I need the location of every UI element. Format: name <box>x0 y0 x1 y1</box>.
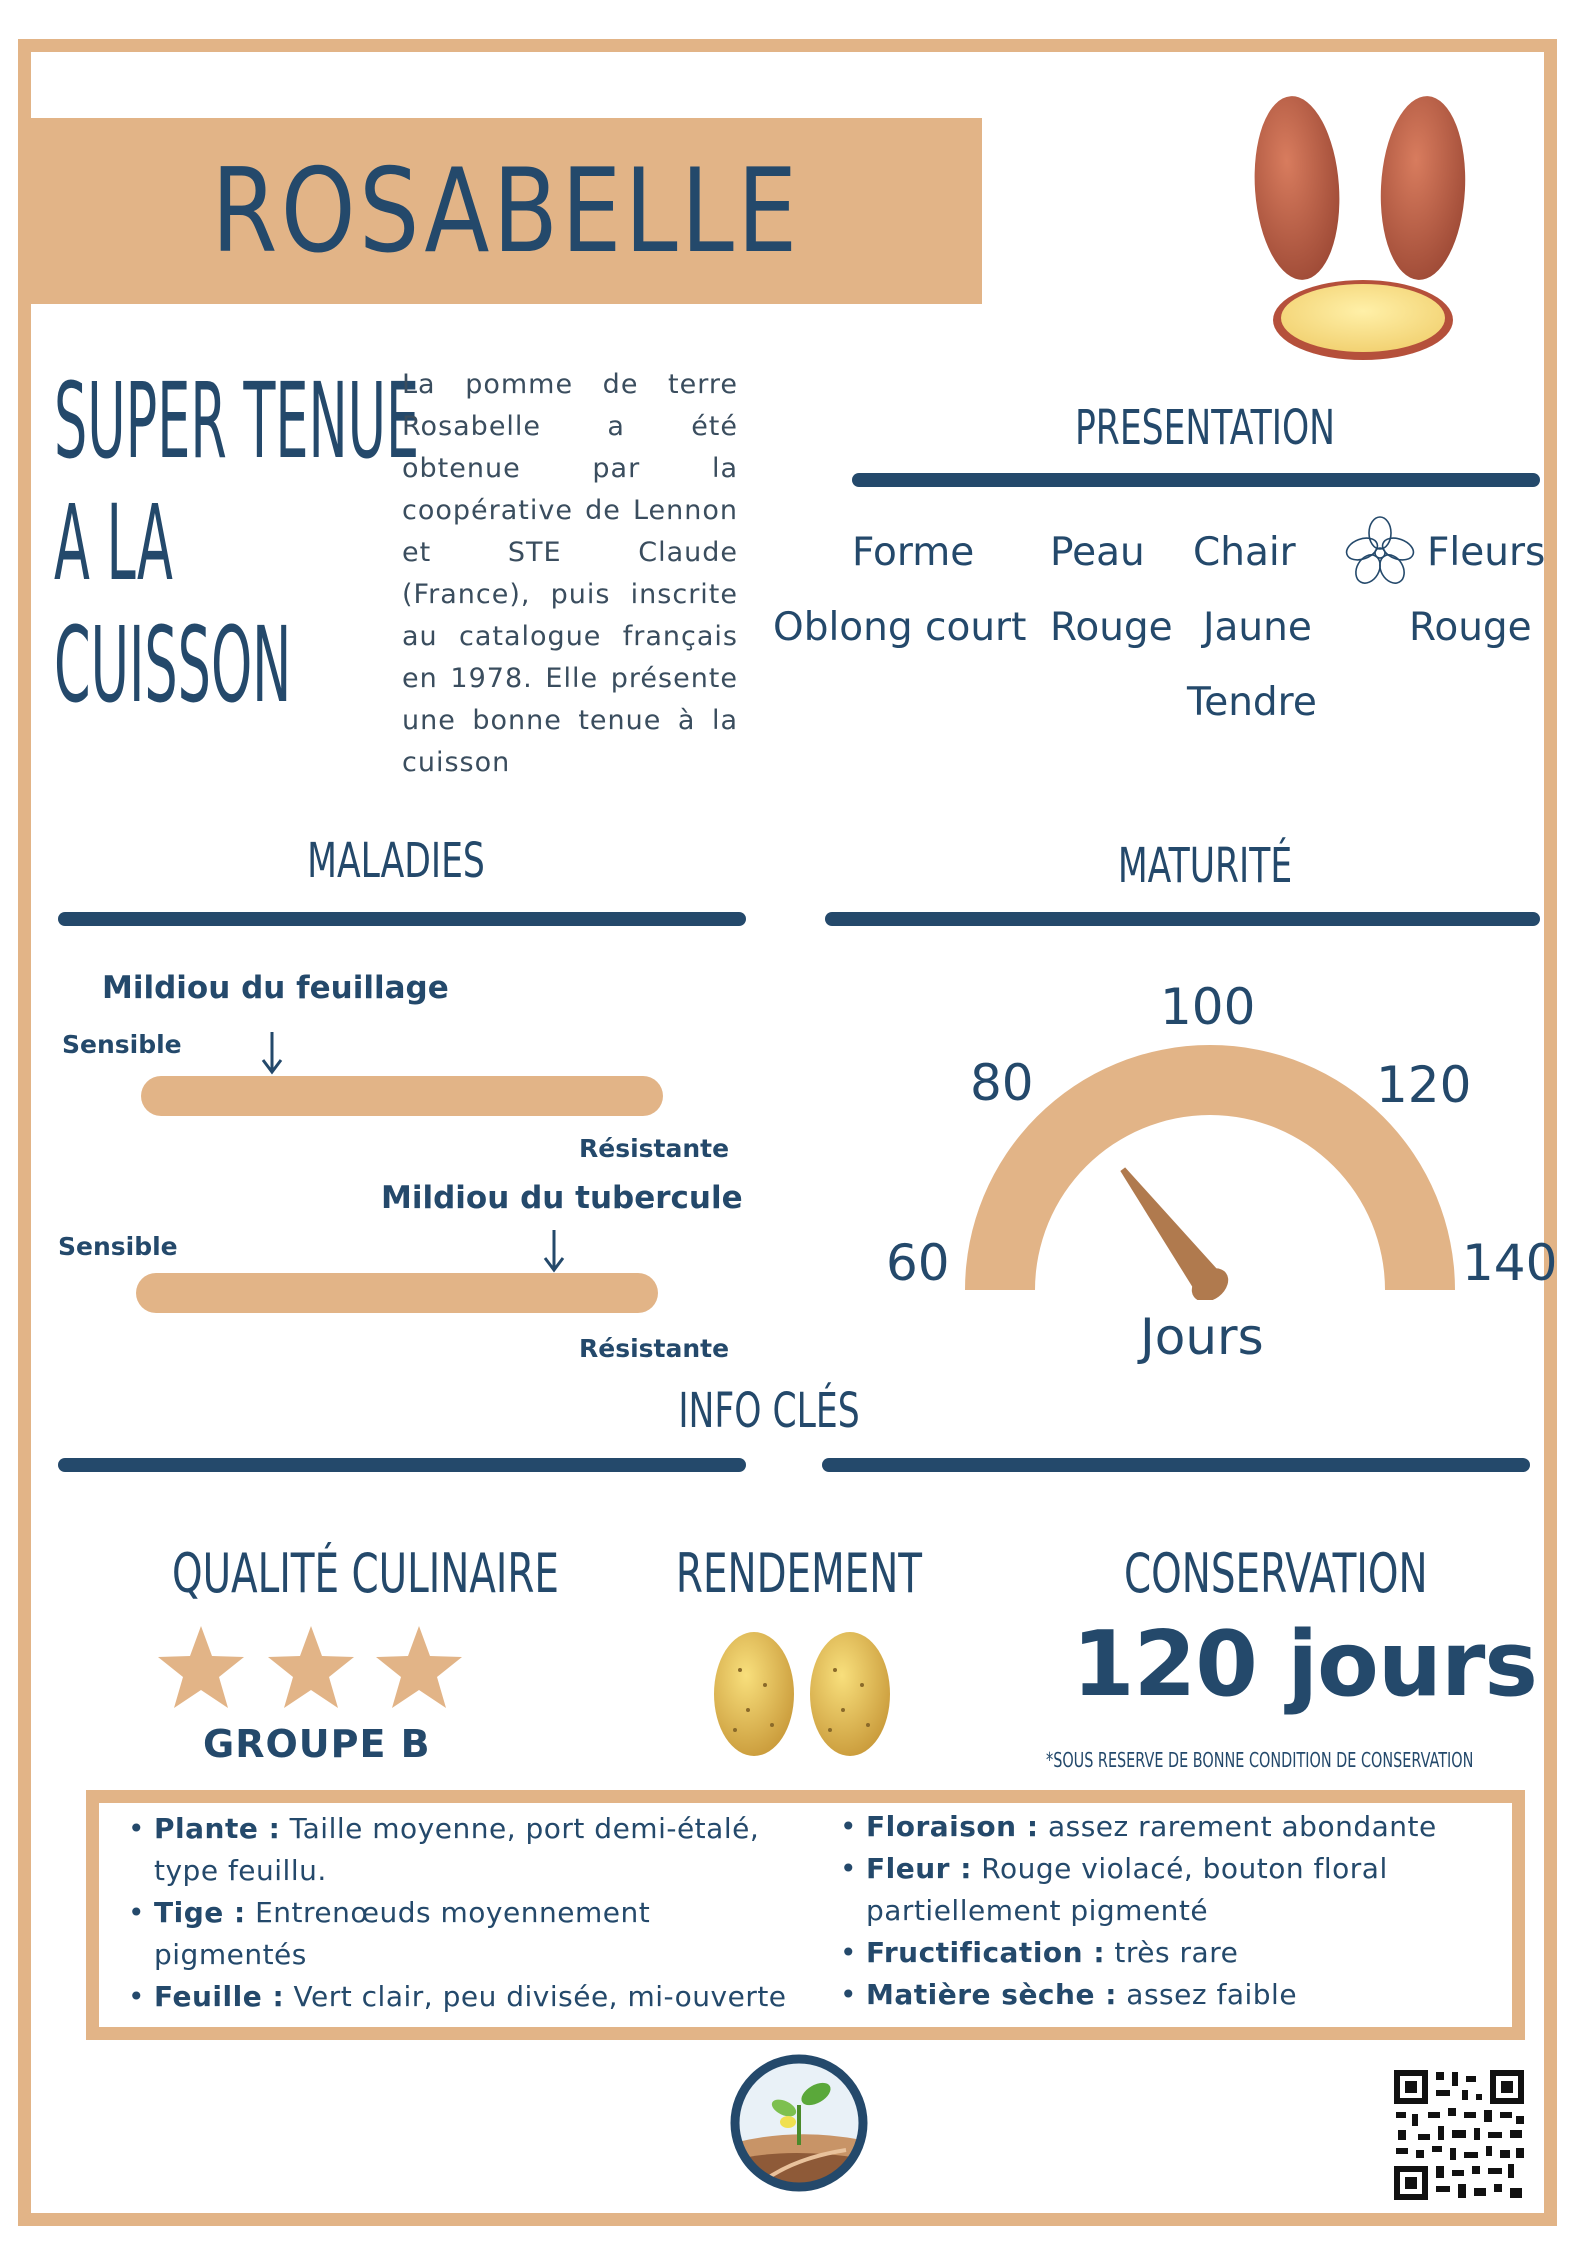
forme-label: Forme <box>852 530 975 575</box>
info-cles-rule-left <box>58 1458 746 1472</box>
detail-fructification: • Fructification : très rare <box>836 1932 1496 1974</box>
maturite-rule <box>825 912 1540 926</box>
star-icon <box>268 1626 354 1708</box>
details-right-list <box>836 1806 1496 2016</box>
gauge-unit: Jours <box>1140 1308 1264 1366</box>
potato-icon <box>810 1632 890 1756</box>
detail-tige: • Tige : Entrenœuds moyennement pigmentés <box>124 1892 794 1976</box>
quality-stars <box>155 1622 475 1714</box>
detail-matiere-seche: • Matière sèche : assez faible <box>836 1974 1496 2016</box>
detail-feuille: • Feuille : Vert clair, peu divisée, mi-ouverte <box>124 1976 794 2018</box>
maladies-rule <box>58 912 746 926</box>
brand-logo <box>726 2050 872 2196</box>
gauge-tick-140: 140 <box>1462 1234 1558 1292</box>
feuillage-scale-bar <box>141 1076 663 1116</box>
detail-floraison: • Floraison : assez rarement abondante <box>836 1806 1496 1848</box>
groupe-label: GROUPE B <box>203 1722 431 1766</box>
conservation-note: *SOUS RESERVE DE BONNE CONDITION DE CONSERVATION <box>1046 1748 1474 1772</box>
variety-title: ROSABELLE <box>211 143 801 279</box>
slogan-line-3: CUISSON <box>54 604 292 726</box>
potato-icon <box>714 1632 794 1756</box>
detail-plante: • Plante : Taille moyenne, port demi-étalé, type feuillu. <box>124 1808 794 1892</box>
gauge-tick-100: 100 <box>1160 978 1256 1036</box>
chair-label: Chair <box>1193 530 1296 575</box>
gauge-needle <box>1107 1157 1235 1300</box>
slogan-line-1: SUPER TENUE <box>54 360 420 482</box>
potato-photo <box>1240 80 1480 370</box>
chair-value-2: Tendre <box>1187 680 1317 725</box>
fleurs-label: Fleurs <box>1427 530 1546 575</box>
tubercule-resistante: Résistante <box>579 1334 730 1363</box>
flower-icon <box>1340 515 1420 590</box>
rendement-potatoes <box>710 1630 895 1760</box>
qualite-title: QUALITÉ CULINAIRE <box>172 1542 559 1605</box>
presentation-rule <box>852 473 1540 487</box>
presentation-title: PRESENTATION <box>1074 400 1336 456</box>
chair-value-1: Jaune <box>1203 605 1312 650</box>
tubercule-scale-bar <box>136 1273 658 1313</box>
star-icon <box>158 1626 244 1708</box>
peau-label: Peau <box>1050 530 1145 575</box>
gauge-tick-60: 60 <box>886 1234 950 1292</box>
info-cles-title: INFO CLÉS <box>678 1383 860 1439</box>
qr-code <box>1392 2068 1526 2202</box>
maturite-title: MATURITÉ <box>1117 838 1293 894</box>
mildiou-feuillage-label: Mildiou du feuillage <box>102 970 449 1006</box>
tubercule-arrow-icon <box>539 1228 569 1276</box>
conservation-title: CONSERVATION <box>1124 1542 1428 1605</box>
info-cles-rule-right <box>822 1458 1530 1472</box>
peau-value: Rouge <box>1050 605 1173 650</box>
slogan-line-2: A LA <box>54 482 173 604</box>
rendement-title: RENDEMENT <box>675 1542 923 1605</box>
fleurs-value: Rouge <box>1409 605 1532 650</box>
intro-text: La pomme de terre Rosabelle a été obtenue par la coopérative de Lennon et STE Claude (France), puis inscrite au catalogue français en 1978. Elle présente une bonne tenue à la cuisson <box>402 369 738 778</box>
star-icon <box>376 1626 462 1708</box>
tubercule-sensible: Sensible <box>58 1232 178 1261</box>
maladies-title: MALADIES <box>307 833 485 889</box>
gauge-tick-80: 80 <box>970 1054 1034 1112</box>
detail-fleur: • Fleur : Rouge violacé, bouton floral partiellement pigmenté <box>836 1848 1496 1932</box>
slogan <box>54 360 420 726</box>
feuillage-sensible: Sensible <box>62 1030 182 1059</box>
forme-value: Oblong court <box>773 605 1027 650</box>
mildiou-tubercule-label: Mildiou du tubercule <box>381 1180 743 1216</box>
feuillage-resistante: Résistante <box>579 1134 730 1163</box>
feuillage-arrow-icon <box>257 1030 287 1078</box>
details-left-list <box>124 1808 794 2018</box>
gauge-tick-120: 120 <box>1376 1056 1472 1114</box>
conservation-value: 120 jours <box>1072 1612 1537 1717</box>
